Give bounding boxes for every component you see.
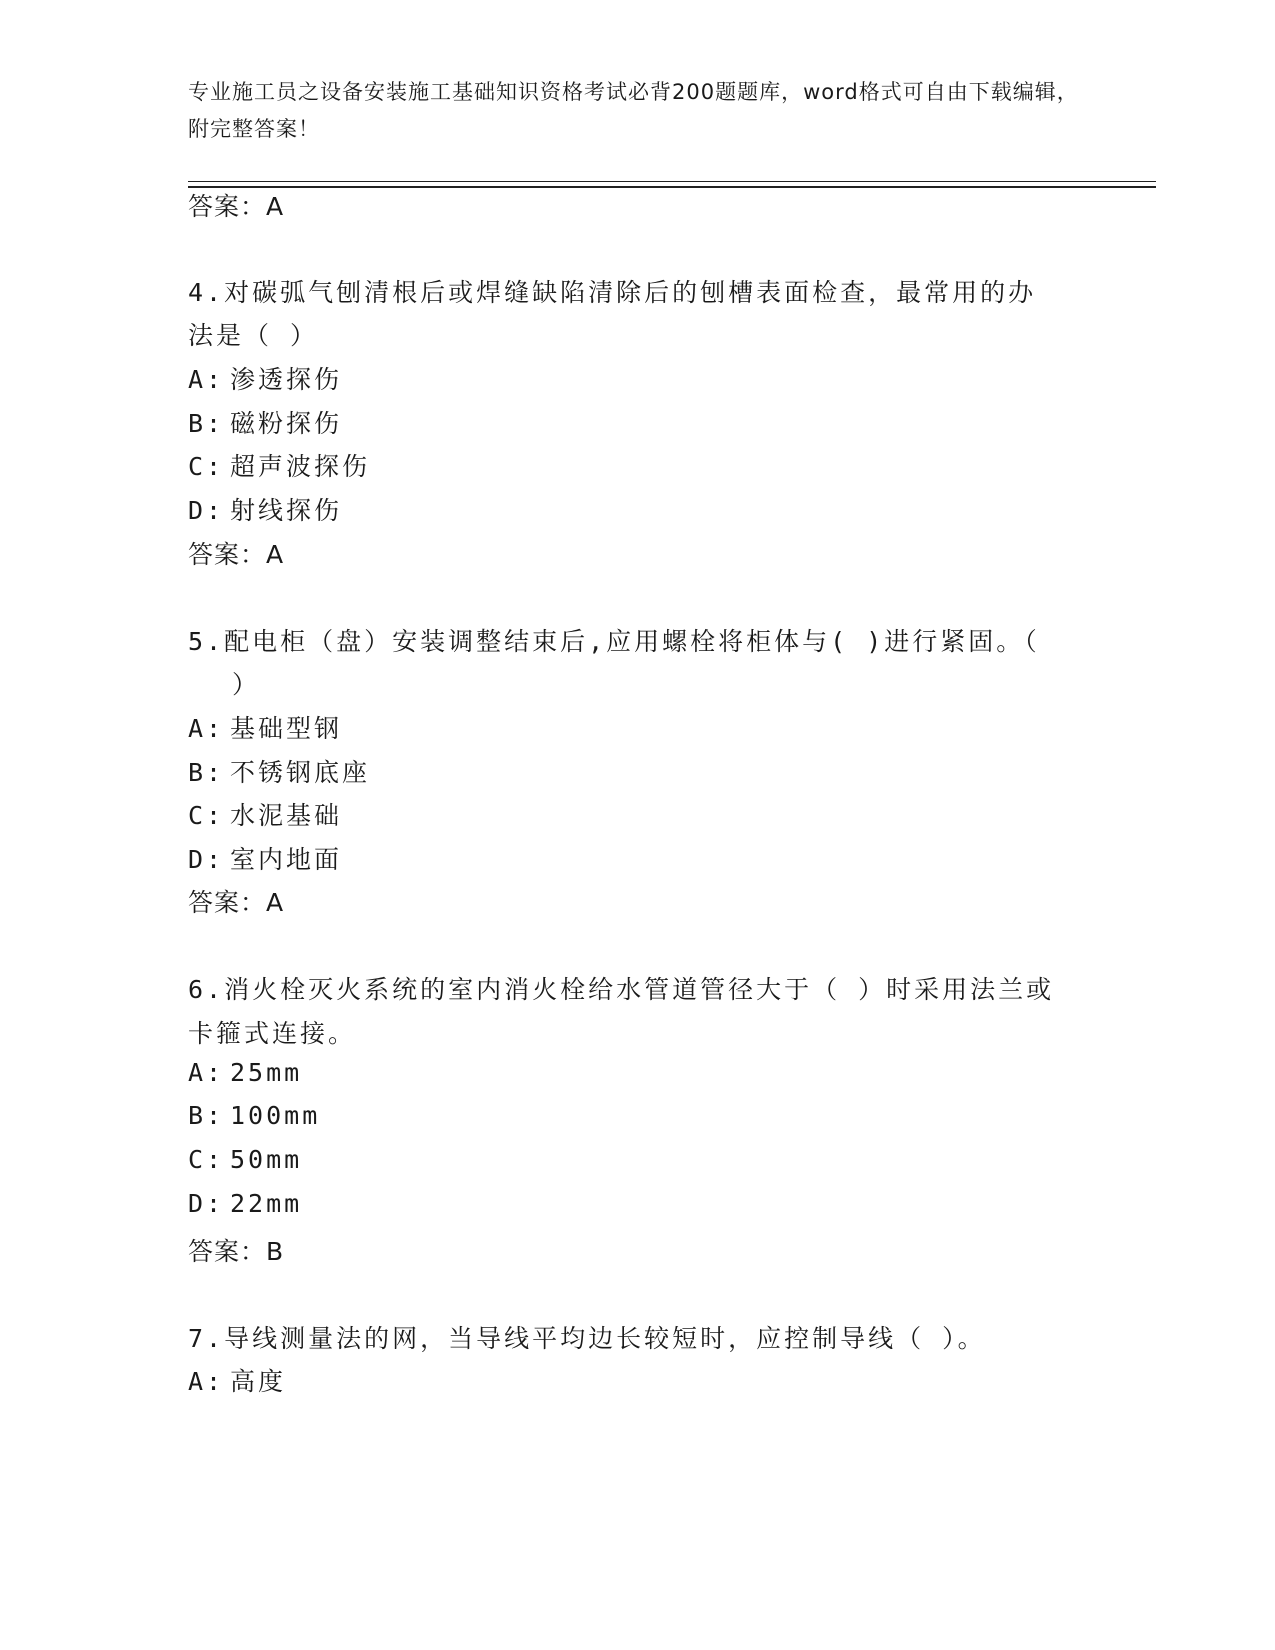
option-text: 室内地面 <box>230 845 343 874</box>
question-stem: 5.配电柜（盘）安装调整结束后,应用螺栓将柜体与( )进行紧固。（ <box>188 627 1040 656</box>
question-stem-cont: 法是（ ） <box>188 321 319 350</box>
question-stem-cont: 卡箍式连接。 <box>188 1019 357 1048</box>
question-stem: 7.导线测量法的网，当导线平均边长较短时，应控制导线（ ）。 <box>188 1324 986 1353</box>
option-c <box>188 1145 302 1174</box>
answer-line: 答案：A <box>188 192 285 221</box>
option-a <box>188 1058 302 1087</box>
option-a <box>188 1362 286 1398</box>
option-label: D: <box>188 845 225 874</box>
option-label: D: <box>188 1189 225 1218</box>
option-label: B: <box>188 758 225 787</box>
answer-line: 答案：A <box>188 888 285 917</box>
option-text: 射线探伤 <box>230 496 343 525</box>
option-b <box>188 753 370 789</box>
question-stem: 6.消火栓灭火系统的室内消火栓给水管道管径大于（ ）时采用法兰或 <box>188 975 1055 1004</box>
option-b <box>188 404 342 440</box>
option-text: 渗透探伤 <box>230 365 343 394</box>
option-label: A: <box>188 1367 225 1396</box>
option-text: 50mm <box>230 1145 303 1174</box>
option-label: A: <box>188 365 225 394</box>
question-stem-cont: ） <box>232 670 261 699</box>
option-d <box>188 1189 302 1218</box>
option-text: 100mm <box>230 1101 321 1130</box>
option-label: C: <box>188 1145 225 1174</box>
option-d <box>188 491 342 527</box>
document-header: 专业施工员之设备安装施工基础知识资格考试必背200题题库，word格式可自由下载编辑，附完整答案！ <box>188 80 1079 141</box>
option-label: A: <box>188 1058 225 1087</box>
question-stem: 4.对碳弧气刨清根后或焊缝缺陷清除后的刨槽表面检查，最常用的办 <box>188 278 1037 307</box>
option-a <box>188 709 342 745</box>
option-text: 高度 <box>230 1367 287 1396</box>
option-text: 不锈钢底座 <box>230 758 371 787</box>
option-b <box>188 1101 320 1130</box>
option-a <box>188 360 342 396</box>
option-label: D: <box>188 496 225 525</box>
header-divider-bottom <box>188 186 1156 188</box>
option-c <box>188 796 342 832</box>
header-divider-top <box>188 181 1156 182</box>
option-label: A: <box>188 714 225 743</box>
option-label: C: <box>188 801 225 830</box>
option-label: C: <box>188 452 225 481</box>
answer-line: 答案：B <box>188 1237 285 1266</box>
option-text: 25mm <box>230 1058 303 1087</box>
option-text: 22mm <box>230 1189 303 1218</box>
option-label: B: <box>188 409 225 438</box>
option-label: B: <box>188 1101 225 1130</box>
option-text: 基础型钢 <box>230 714 343 743</box>
option-text: 超声波探伤 <box>230 452 371 481</box>
answer-line: 答案：A <box>188 540 285 569</box>
option-c <box>188 447 370 483</box>
option-text: 水泥基础 <box>230 801 343 830</box>
option-d <box>188 840 342 876</box>
option-text: 磁粉探伤 <box>230 409 343 438</box>
